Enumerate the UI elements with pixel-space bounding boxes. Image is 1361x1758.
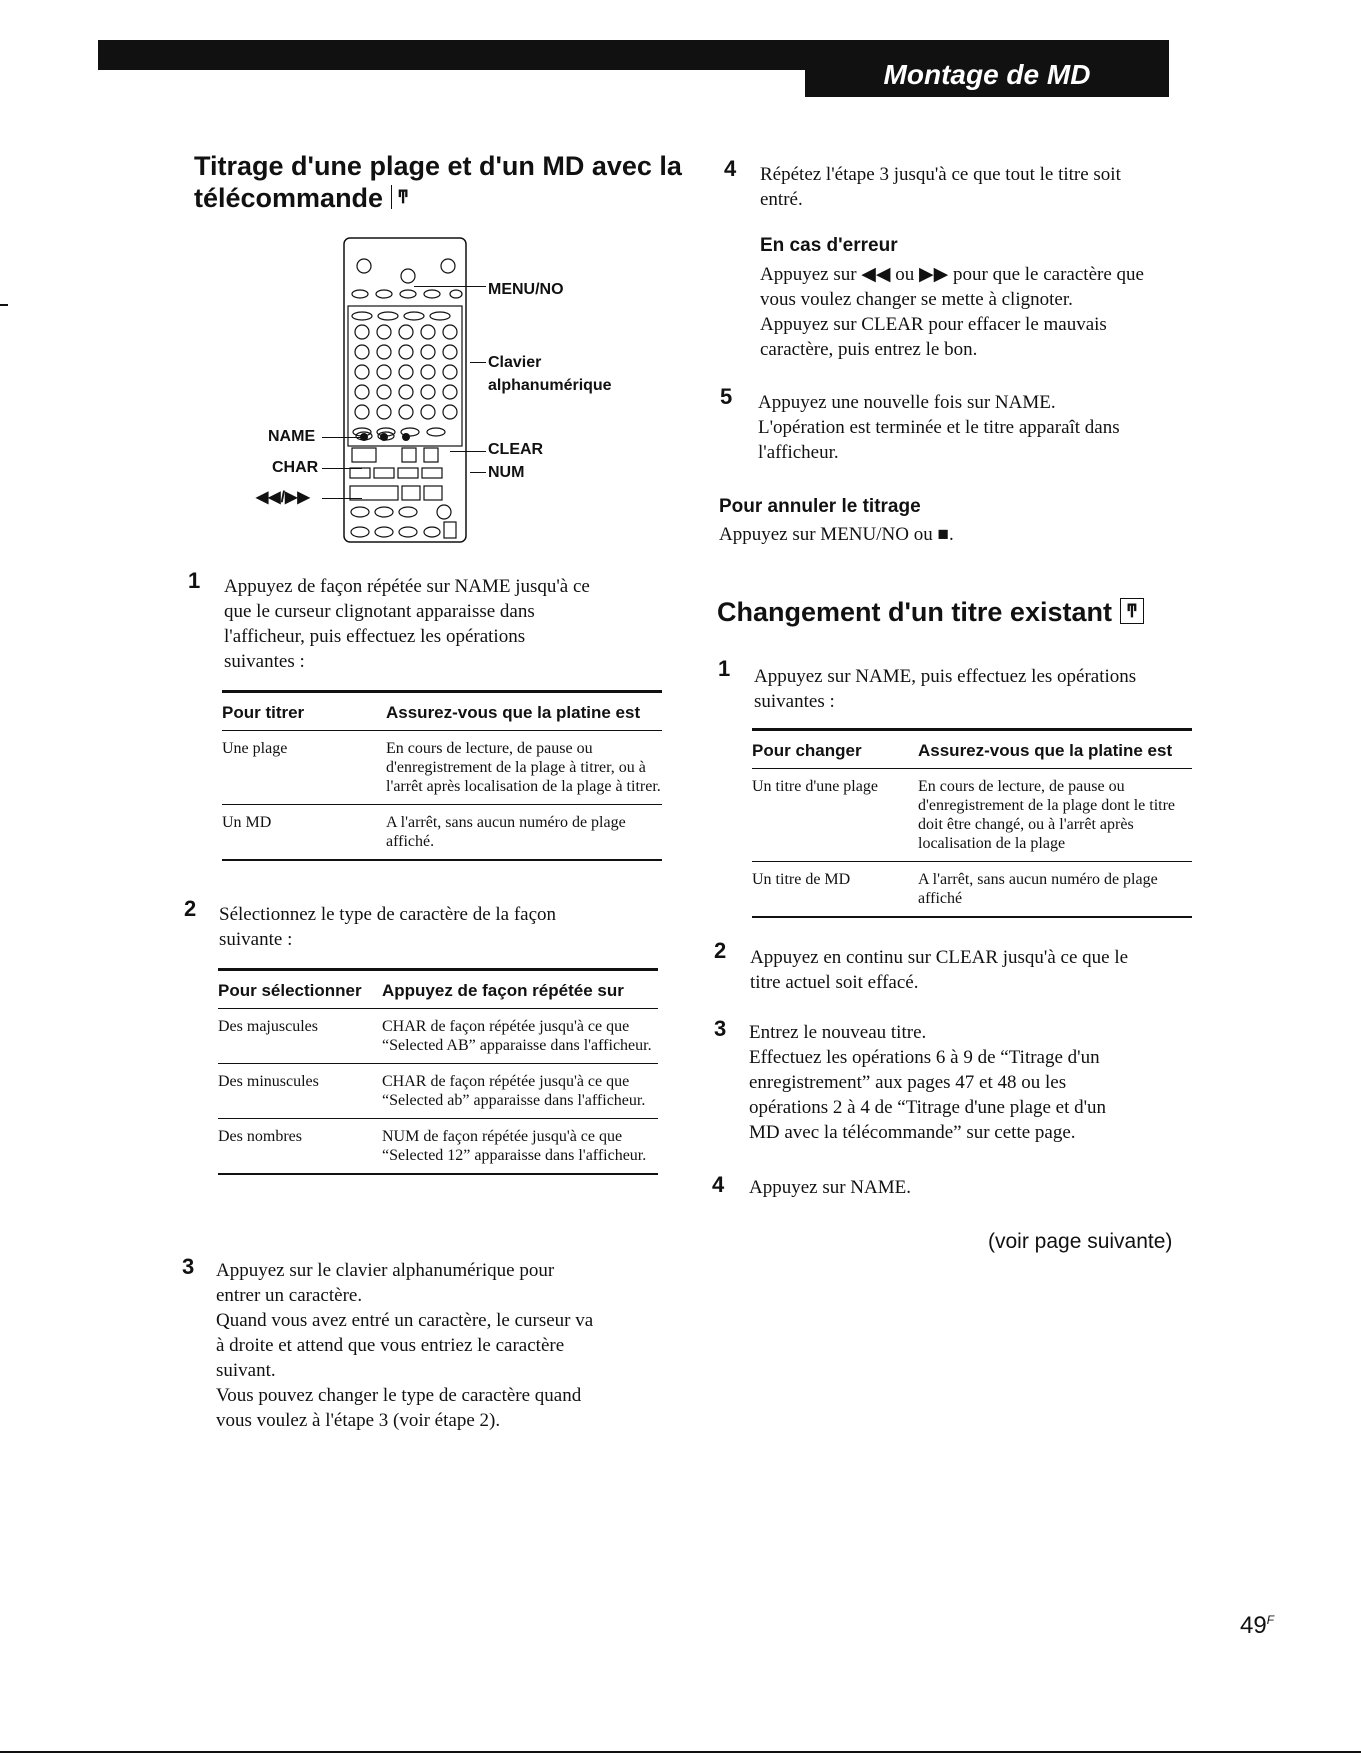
table-row: Des majuscules CHAR de façon répétée jusqu'à ce que “Selected AB” apparaisse dans l'afficheur. <box>218 1009 658 1064</box>
step1-text: Appuyez de façon répétée sur NAME jusqu'à ce que le curseur clignotant apparaisse dans l'afficheur, puis effectuez les opérations suivantes : <box>224 576 590 672</box>
leader-menu-no <box>414 286 486 287</box>
section-title: Montage de MD enregistrés <box>805 51 1169 97</box>
leader-skip <box>322 498 362 499</box>
step-number: 2 <box>714 938 727 963</box>
leader-num <box>470 472 486 473</box>
margin-mark <box>0 304 8 306</box>
remote-illustration <box>340 236 470 546</box>
error-heading: En cas d'erreur <box>760 235 898 256</box>
leader-clavier <box>470 362 486 363</box>
change-step1-text: Appuyez sur NAME, puis effectuez les opérations suivantes : <box>754 666 1137 712</box>
table-pour-changer <box>752 728 1192 918</box>
table-header: Pour sélectionner <box>218 981 362 1000</box>
step3-text: Appuyez sur le clavier alphanumérique pour entrer un caractère. Quand vous avez entré un caractère, le curseur va à droite et attend que vous entriez le caractère suivant. Vous pouvez changer le type de caractère quand vous voulez à l'étape 3 (voir étape 2). <box>216 1260 594 1431</box>
label-num: NUM <box>488 464 525 481</box>
remote-icon: ͳ <box>1120 598 1144 624</box>
step-number: 5 <box>720 384 733 409</box>
remote-icon: ͳ <box>391 185 414 209</box>
table-row: Un MD A l'arrêt, sans aucun numéro de plage affiché. <box>222 805 662 861</box>
label-skip: ◀◀/▶▶ <box>256 489 310 506</box>
leader-char <box>322 468 362 469</box>
label-clavier: Clavier <box>488 354 542 371</box>
step-number: 4 <box>712 1172 725 1197</box>
step-number: 1 <box>718 656 731 681</box>
step-number: 2 <box>184 896 197 921</box>
leader-name <box>322 437 362 438</box>
change-heading: Changement d'un titre existant ͳ <box>717 596 1144 628</box>
table-row: Un titre d'une plage En cours de lecture, de pause ou d'enregistrement de la plage dont le titre doit être changé, ou à l'arrêt après localisation de la plage <box>752 769 1192 862</box>
left-heading <box>194 150 682 214</box>
step5-text: Appuyez une nouvelle fois sur NAME. L'opération est terminée et le titre apparaît dans l'afficheur. <box>758 392 1120 463</box>
label-char: CHAR <box>272 459 319 476</box>
table-row: Une plage En cours de lecture, de pause ou d'enregistrement de la plage à titrer, ou à l'arrêt après localisation de la plage à titrer. <box>222 731 662 805</box>
table-pour-selectionner <box>218 968 658 1175</box>
step-number: 1 <box>188 568 201 593</box>
change-step2-text: Appuyez en continu sur CLEAR jusqu'à ce que le titre actuel soit effacé. <box>750 947 1129 993</box>
label-menu-no: MENU/NO <box>488 281 564 298</box>
step-number: 3 <box>714 1016 727 1041</box>
left-heading-line2: télécommande <box>194 183 384 213</box>
step-number: 3 <box>182 1254 195 1279</box>
table-row: Des minuscules CHAR de façon répétée jusqu'à ce que “Selected ab” apparaisse dans l'afficheur. <box>218 1064 658 1119</box>
label-alphanum: alphanumérique <box>488 377 612 394</box>
left-heading-line1: Titrage d'une plage et d'un MD avec la <box>194 151 682 181</box>
table-header: Pour titrer <box>222 703 305 722</box>
step4-text: Répétez l'étape 3 jusqu'à ce que tout le titre soit entré. <box>760 164 1121 210</box>
label-name: NAME <box>268 428 316 445</box>
continue-note: (voir page suivante) <box>988 1230 1173 1253</box>
table-header: Pour changer <box>752 741 862 760</box>
leader-clear <box>450 451 486 452</box>
change-step4-text: Appuyez sur NAME. <box>749 1177 912 1198</box>
table-row: Des nombres NUM de façon répétée jusqu'à ce que “Selected 12” apparaisse dans l'afficheur. <box>218 1119 658 1175</box>
label-clear: CLEAR <box>488 441 544 458</box>
table-header: Assurez-vous que la platine est <box>386 703 641 722</box>
table-header: Appuyez de façon répétée sur <box>382 981 624 1000</box>
page-bottom-rule <box>0 1751 1361 1753</box>
step2-text: Sélectionnez le type de caractère de la façon suivante : <box>219 904 557 950</box>
page-number: $49^F$ <box>1240 1612 1275 1639</box>
cancel-heading: Pour annuler le titrage <box>719 496 921 517</box>
error-text: Appuyez sur ◀◀ ou ▶▶ pour que le caractère que vous voulez changer se mette à clignoter. Appuyez sur CLEAR pour effacer le mauvais caractère, puis entrez le bon. <box>760 264 1144 360</box>
table-row: Un titre de MD A l'arrêt, sans aucun numéro de plage affiché <box>752 862 1192 918</box>
change-step3-text: Entrez le nouveau titre. Effectuez les opérations 6 à 9 de “Titrage d'un enregistrement” aux pages 47 et 48 ou les opérations 2 à 4 de “Titrage d'une plage et d'un MD avec la télécommande” sur cette page. <box>749 1022 1107 1143</box>
table-header: Assurez-vous que la platine est <box>918 741 1173 760</box>
step-number: 4 <box>724 156 737 181</box>
table-pour-titrer <box>222 690 662 861</box>
cancel-text: Appuyez sur MENU/NO ou ■. <box>719 524 954 545</box>
